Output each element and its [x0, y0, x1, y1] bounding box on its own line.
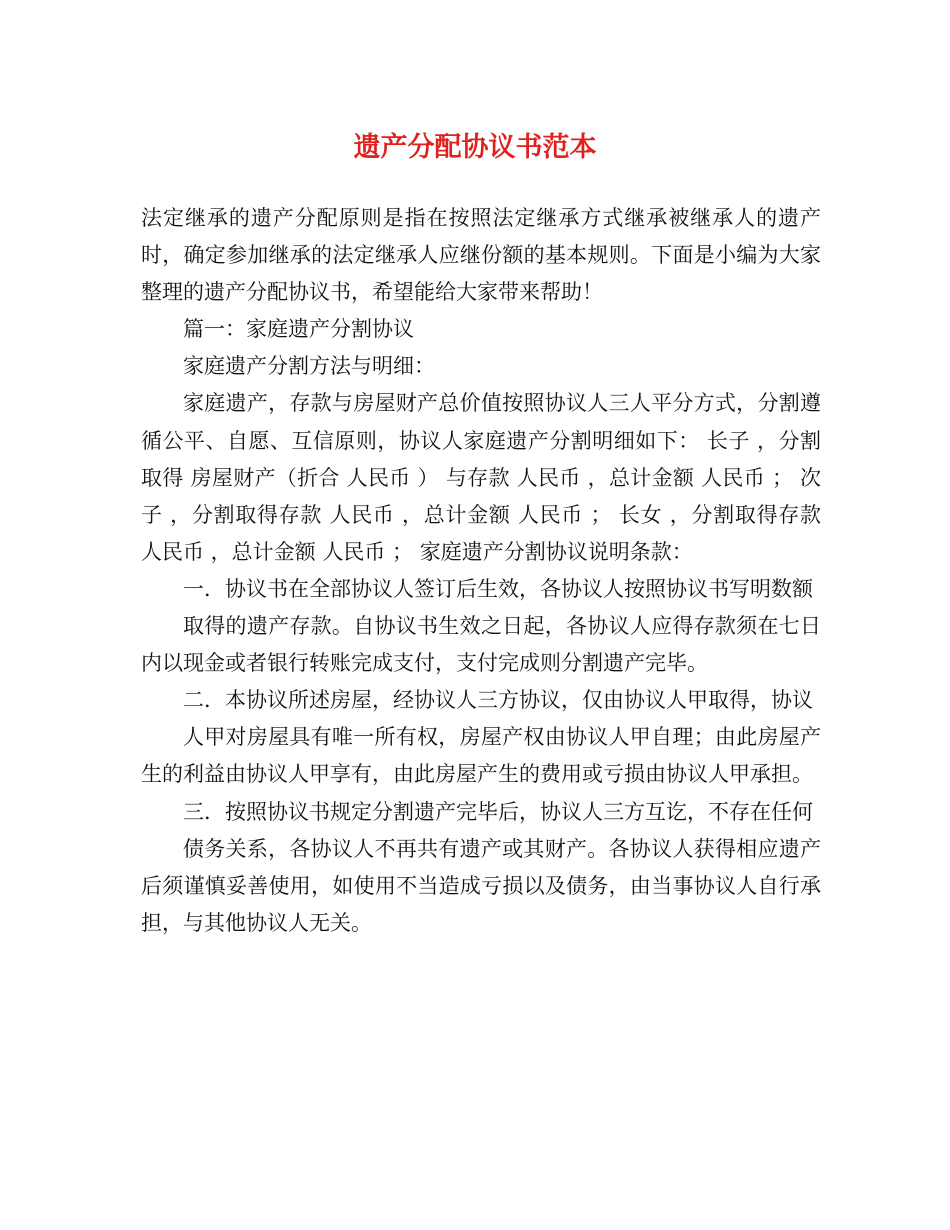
subsection-heading: 家庭遗产分割方法与明细： — [183, 354, 435, 379]
split-details-paragraph: 家庭遗产，存款与房屋财产总价值按照协议人三人平分方式，分割遵循公平、自愿、互信原则，协议人家庭遗产分割明细如下： 长子 ，分割取得 房屋财产（折合 人民币 ） 与存款 人民币 ，总计金额 人民币 ； 次子 ，分割取得存款 人民币 ，总计金额 人民币 ； 长女 ，分割取得存款 人民币 ，总计金额 人民币 ； 家庭遗产分割协议说明条款： — [141, 391, 821, 564]
clause-2-body: 人甲对房屋具有唯一所有权，房屋产权由协议人甲自理；由此房屋产生的利益由协议人甲享有，由此房屋产生的费用或亏损由协议人甲承担。 — [141, 725, 821, 787]
clause-1-body: 取得的遗产存款。自协议书生效之日起，各协议人应得存款须在七日内以现金或者银行转账完成支付，支付完成则分割遗产完毕。 — [141, 614, 821, 676]
document-body — [141, 200, 821, 942]
clause-2-lead: 二．本协议所述房屋，经协议人三方协议，仅由协议人甲取得，协议 — [183, 688, 813, 713]
clause-3-lead: 三．按照协议书规定分割遗产完毕后，协议人三方互讫，不存在任何 — [183, 799, 813, 824]
clause-1-lead: 一．协议书在全部协议人签订后生效，各协议人按照协议书写明数额 — [183, 576, 813, 601]
section-heading: 篇一：家庭遗产分割协议 — [183, 317, 414, 342]
document-title: 遗产分配协议书范本 — [353, 132, 597, 163]
intro-paragraph: 法定继承的遗产分配原则是指在按照法定继承方式继承被继承人的遗产时，确定参加继承的法定继承人应继份额的基本规则。下面是小编为大家整理的遗产分配协议书，希望能给大家带来帮助！ — [141, 206, 821, 305]
clause-3-body: 债务关系，各协议人不再共有遗产或其财产。各协议人获得相应遗产后须谨慎妥善使用，如使用不当造成亏损以及债务，由当事协议人自行承担，与其他协议人无关。 — [141, 836, 821, 935]
